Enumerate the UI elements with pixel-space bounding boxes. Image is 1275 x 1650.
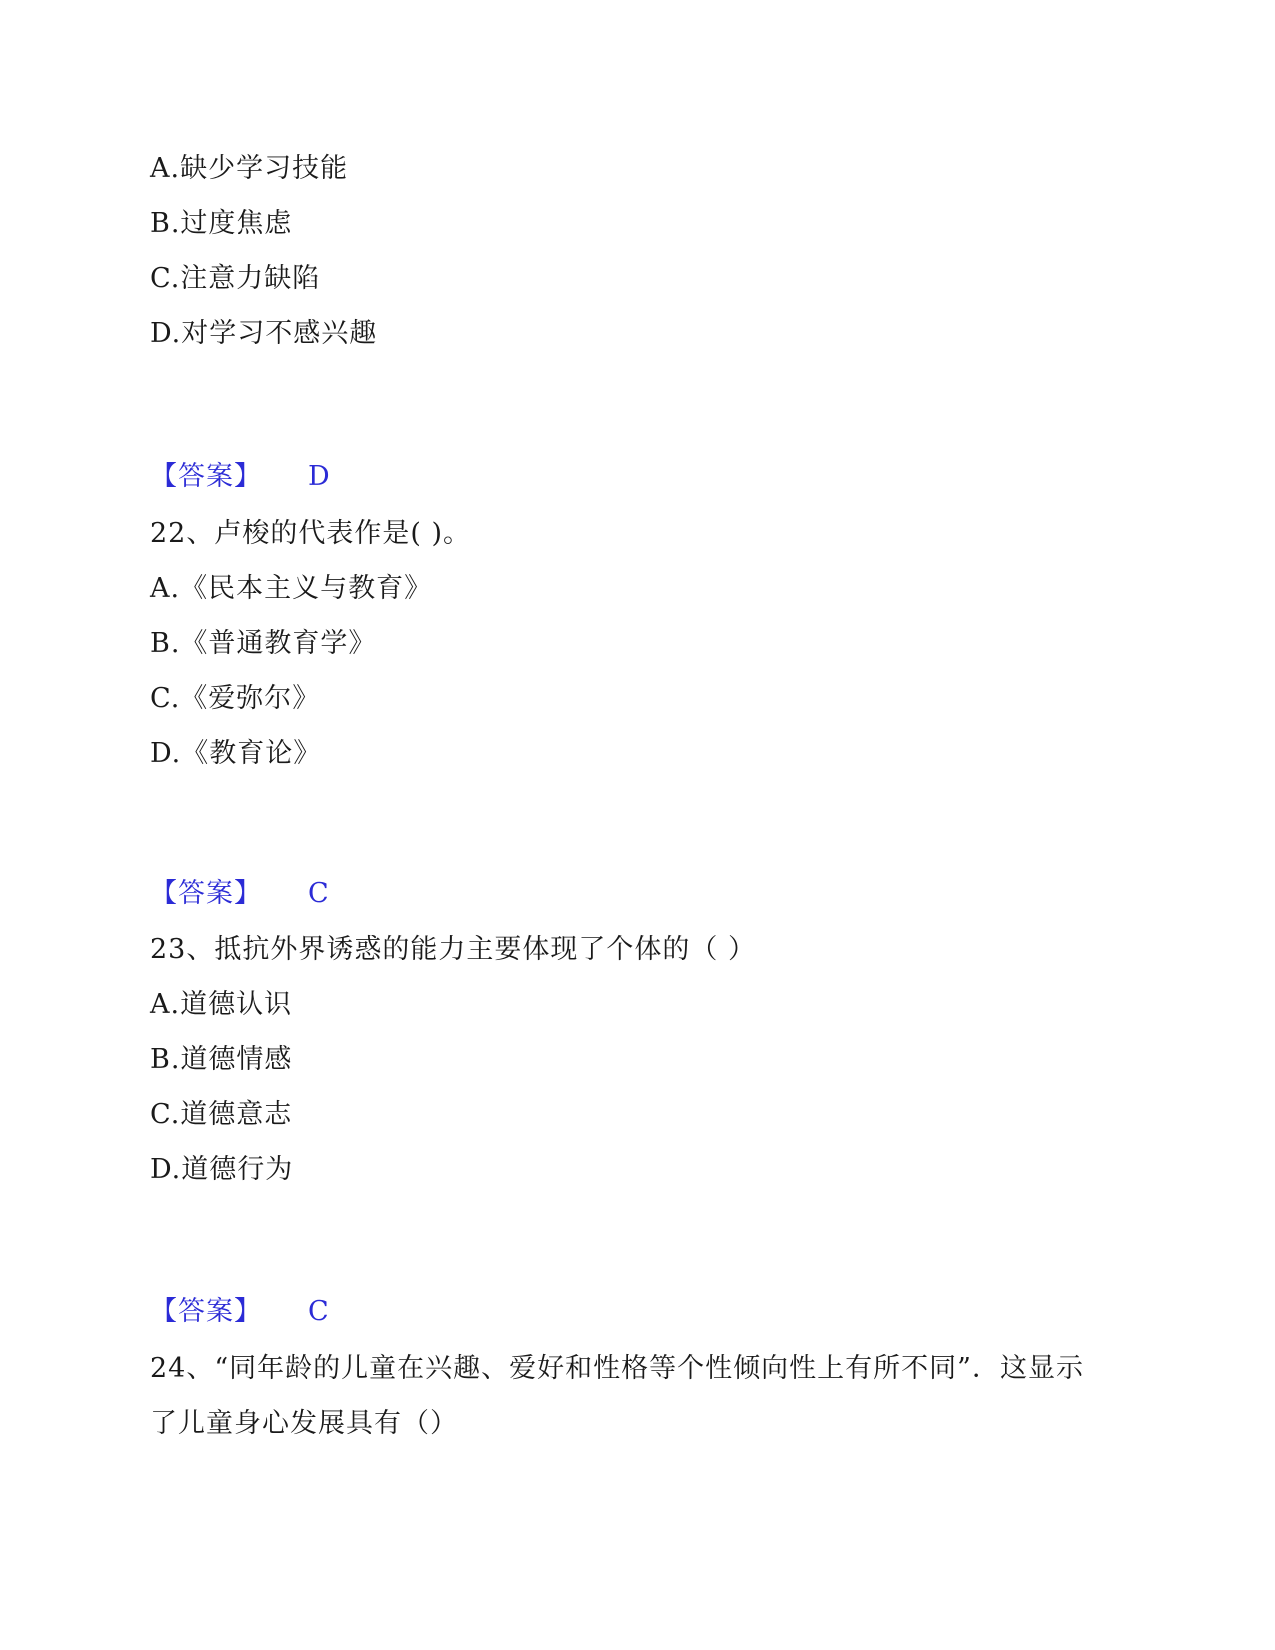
q21-option-b: B.过度焦虑 [150, 208, 293, 239]
q21-option-a: A.缺少学习技能 [150, 153, 349, 184]
q23-option-b: B.道德情感 [150, 1044, 293, 1075]
q23-option-c: C.道德意志 [150, 1099, 293, 1130]
answer-value: D [308, 461, 331, 492]
q21-option-c: C.注意力缺陷 [150, 263, 321, 294]
q23-option-a: A.道德认识 [150, 989, 293, 1020]
q23-option-d: D.道德行为 [150, 1154, 294, 1185]
q21-option-d: D.对学习不感兴趣 [150, 318, 378, 349]
answer-label: 【答案】 [150, 461, 262, 492]
q23-question: 23、抵抗外界诱惑的能力主要体现了个体的（ ） [150, 934, 756, 965]
q24-question-line1: 24、“同年龄的儿童在兴趣、爱好和性格等个性倾向性上有所不同”．这显示 [150, 1353, 1084, 1384]
q24-question-line2: 了儿童身心发展具有（） [150, 1408, 458, 1439]
q21-answer [150, 460, 331, 494]
q22-option-c: C.《爱弥尔》 [150, 683, 321, 714]
q23-answer [150, 1295, 330, 1329]
q22-question: 22、卢梭的代表作是( )。 [150, 518, 472, 549]
answer-label: 【答案】 [150, 878, 262, 909]
answer-value: C [308, 878, 330, 909]
answer-value: C [308, 1296, 330, 1327]
answer-label: 【答案】 [150, 1296, 262, 1327]
q22-option-d: D.《教育论》 [150, 738, 322, 769]
q22-option-a: A.《民本主义与教育》 [150, 573, 433, 604]
q22-option-b: B.《普通教育学》 [150, 628, 377, 659]
q22-answer [150, 877, 330, 911]
